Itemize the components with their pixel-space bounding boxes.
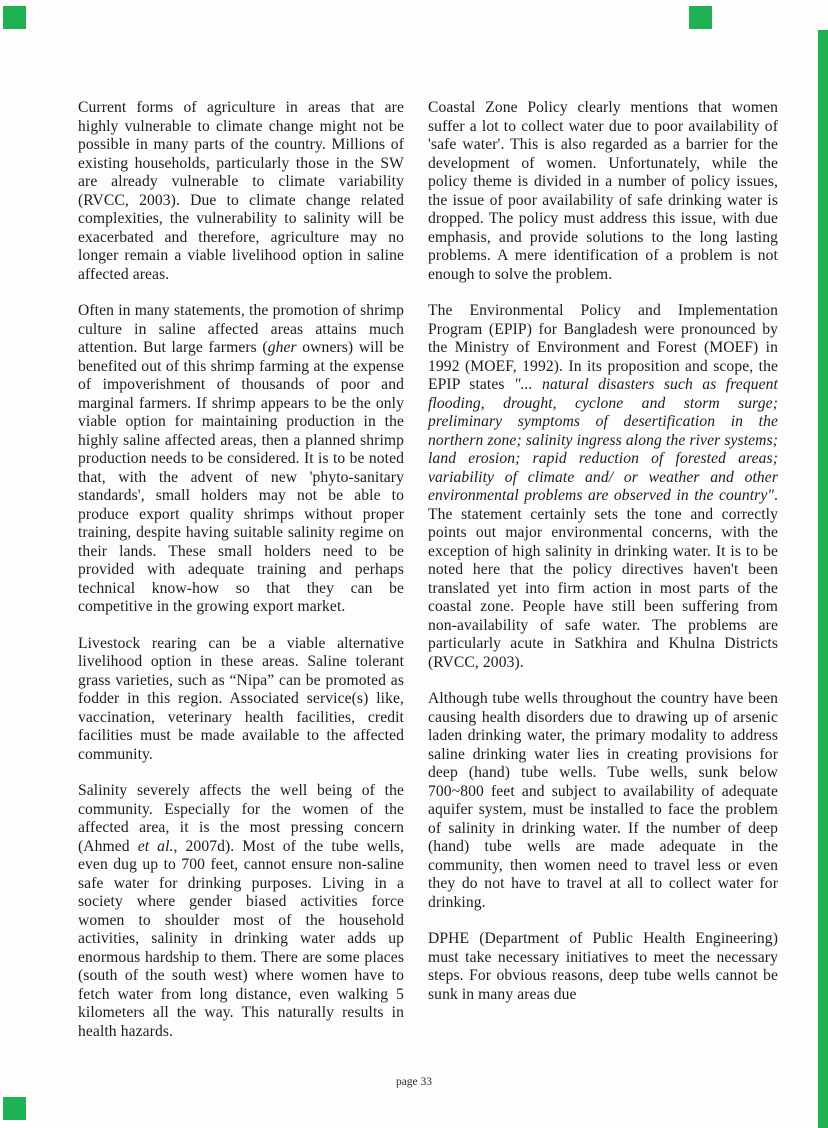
paragraph — [78, 635, 404, 765]
scan-mark-top-right — [689, 6, 712, 29]
paragraph — [428, 930, 778, 1004]
text-columns — [78, 99, 778, 1059]
paragraph — [428, 302, 778, 672]
scan-mark-right-edge — [818, 30, 828, 1128]
body-text: . The statement certainly sets the tone and correctly points out major environmental concerns, with the exception of high salinity in drinking water. It is to be noted here that the policy directives haven't been translated yet into firm action in most parts of the coastal zone. People have still been suffering from non-availability of safe water. The problems are particularly acute in Satkhira and Khulna Districts (RVCC, 2003). — [428, 487, 778, 671]
paragraph — [78, 99, 404, 284]
paragraph — [78, 302, 404, 617]
column-right — [428, 99, 778, 1059]
page-number: page 33 — [395, 1076, 433, 1088]
paragraph — [428, 99, 778, 284]
paragraph — [428, 690, 778, 912]
body-text: Livestock rearing can be a viable alternative livelihood option in these areas. Saline tolerant grass varieties, such as “Nipa” can be promoted as fodder in this region. Associated service(s) like, vaccination, veterinary health facilities, credit facilities must be made available to the affected community. — [78, 634, 404, 763]
body-text: Coastal Zone Policy clearly mentions that women suffer a lot to collect water due to poor availability of 'safe water'. This is also regarded as a barrier for the development of women. Unfortunately, while the policy theme is divided in a number of policy issues, the issue of poor availability of safe drinking water is dropped. The policy must address this issue, with due emphasis, and provide solutions to the long lasting problems. A mere identification of a problem is not enough to solve the problem. — [428, 99, 778, 283]
body-text: owners) will be benefited out of this shrimp farming at the expense of impoverishment of thousands of poor and marginal farmers. If shrimp appears to be the only viable option for maintaining production in the highly saline affected areas, then a planned shrimp production needs to be considered. It is to be noted that, with the advent of new 'phyto-sanitary standards', small holders may not be able to produce export quality shrimps without proper training, despite having suitable salinity regime on their lands. These small holders need to be provided with adequate training and perhaps technical know-how so that they can be competitive in the growing export market. — [78, 339, 404, 615]
italic-text: "... natural disasters such as frequent flooding, drought, cyclone and storm surge; preliminary symptoms of desertification in the northern zone; salinity ingress along the river systems; land erosion; rapid reduction of forested areas; variability of climate and/ or weather and other environmental problems are observed in the country" — [428, 376, 778, 504]
scan-mark-top-left — [3, 6, 26, 29]
body-text: Salinity severely affects the well being of the community. Especially for the women of the affected area, it is the most pressing concern (Ahmed — [78, 782, 404, 855]
body-text: Although tube wells throughout the country have been causing health disorders due to drawing up of arsenic laden drinking water, the primary modality to address saline drinking water lies in creating provisions for deep (hand) tube wells. Tube wells, sunk below 700~800 feet and subject to availability of adequate aquifer system, must be installed to face the problem of salinity in drinking water. If the number of deep (hand) tube wells are made adequate in the community, then women need to travel less or even they do not have to travel at all to collect water for drinking. — [428, 690, 778, 911]
body-text: The Environmental Policy and Implementation Program (EPIP) for Bangladesh were pronounced by the Ministry of Environment and Forest (MOEF) in 1992 (MOEF, 1992). In its proposition and scope, the EPIP states — [428, 302, 778, 393]
body-text: Current forms of agriculture in areas that are highly vulnerable to climate change might not be possible in many parts of the country. Millions of existing households, particularly those in the SW are already vulnerable to climate variability (RVCC, 2003). Due to climate change related complexities, the vulnerability to salinity will be exacerbated and therefore, agriculture may no longer remain a viable livelihood option in saline affected areas. — [78, 99, 404, 283]
body-text: DPHE (Department of Public Health Engineering) must take necessary initiatives to meet the necessary steps. For obvious reasons, deep tube wells cannot be sunk in many areas due — [428, 930, 778, 1003]
column-left — [78, 99, 404, 1059]
italic-text: gher — [267, 339, 297, 356]
body-text: , 2007d). Most of the tube wells, even dug up to 700 feet, cannot ensure non-saline safe water for drinking purposes. Living in a society where gender biased activities force women to shoulder most of the household activities, salinity in drinking water adds up enormous hardship to them. There are some places (south of the south west) where women have to fetch water from long distance, even walking 5 kilometers all the way. This naturally results in health hazards. — [78, 837, 405, 1040]
italic-text: et al. — [137, 837, 174, 855]
paragraph — [78, 782, 404, 1041]
body-text: Often in many statements, the promotion of shrimp culture in saline affected areas attains much attention. But large farmers ( — [78, 302, 404, 356]
scan-mark-bottom-left — [3, 1097, 26, 1120]
